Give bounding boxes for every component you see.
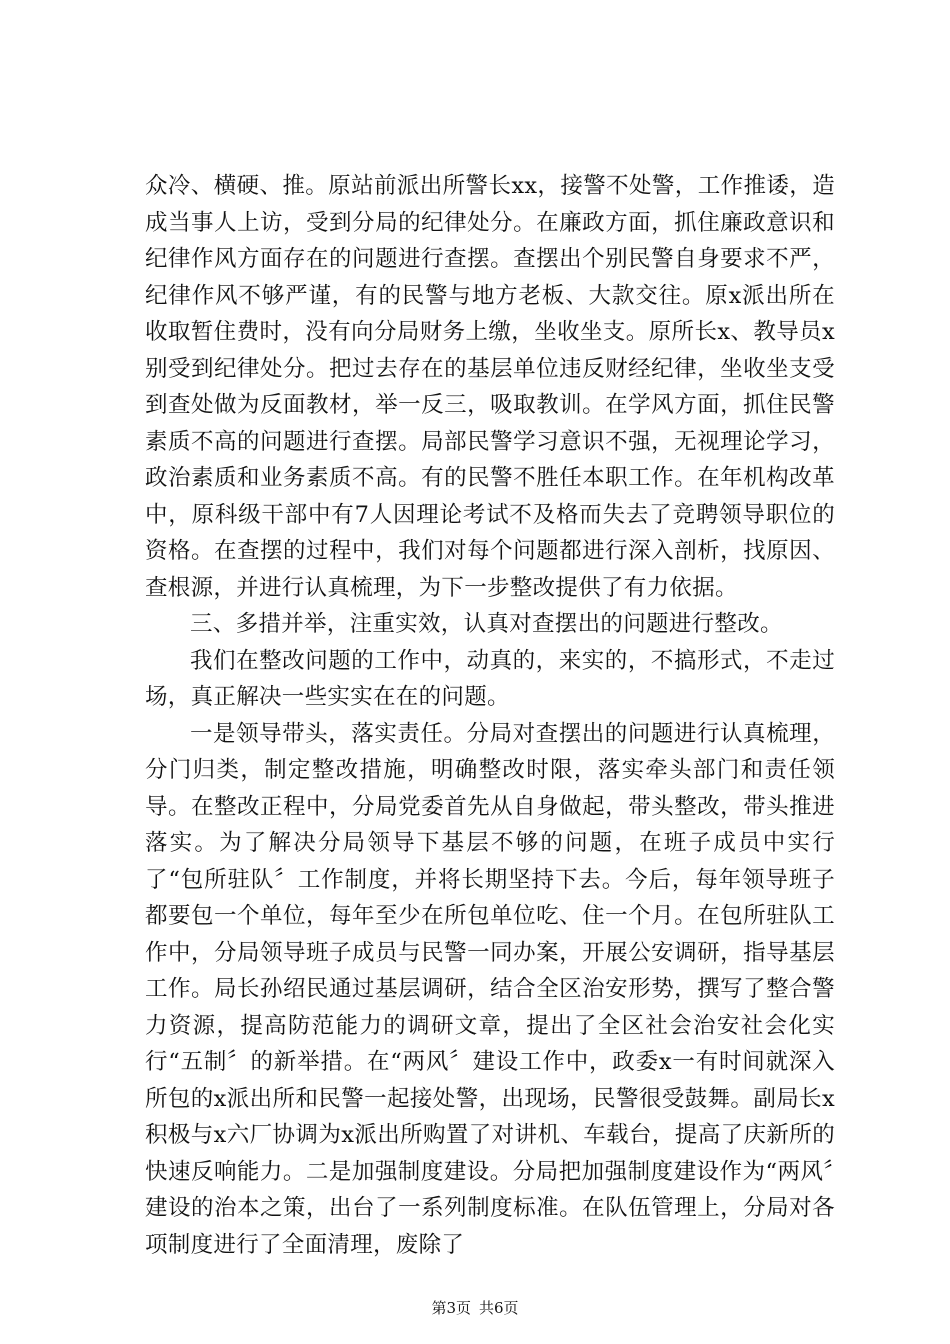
paragraph: 我们在整改问题的工作中，动真的，来实的，不搞形式，不走过场，真正解决一些实实在在的问题。 <box>145 647 835 710</box>
page-total: 共6页 <box>479 1299 519 1317</box>
paragraph-continued: 众冷、横硬、推。原站前派出所警长xx，接警不处警，工作推诿，造成当事人上访，受到分局的纪律处分。在廉政方面，抓住廉政意识和纪律作风方面存在的问题进行查摆。查摆出个别民警自身要求不严，纪律作风不够严谨，有的民警与地方老板、大款交往。原x派出所在收取暂住费时，没有向分局财务上缴，坐收坐支。原所长x、教导员x别受到纪律处分。把过去存在的基层单位违反财经纪律，坐收坐支受到查处做为反面教材，举一反三，吸取教训。在学风方面，抓住民警素质不高的问题进行查摆。局部民警学习意识不强，无视理论学习，政治素质和业务素质不高。有的民警不胜任本职工作。在年机构改革中，原科级干部中有7人因理论考试不及格而失去了竞聘领导职位的资格。在查摆的过程中，我们对每个问题都进行深入剖析，找原因、查根源，并进行认真梳理，为下一步整改提供了有力依据。 <box>145 173 835 601</box>
paragraph: 一是领导带头，落实责任。分局对查摆出的问题进行认真梳理，分门归类，制定整改措施，明确整改时限，落实牵头部门和责任领导。在整改正程中，分局党委首先从自身做起，带头整改，带头推进落实。为了解决分局领导下基层不够的问题，在班子成员中实行了“包所驻队〞工作制度，并将长期坚持下去。今后，每年领导班子都要包一个单位，每年至少在所包单位吃、住一个月。在包所驻队工作中，分局领导班子成员与民警一同办案，开展公安调研，指导基层工作。局长孙绍民通过基层调研，结合全区治安形势，撰写了整合警力资源，提高防范能力的调研文章，提出了全区社会治安社会化实行“五制〞的新举措。在“两风〞建设工作中，政委x一有时间就深入所包的x派出所和民警一起接处警，出现场，民警很受鼓舞。副局长x积极与x六厂协调为x派出所购置了对讲机、车载台，提高了庆新所的快速反响能力。二是加强制度建设。分局把加强制度建设作为“两风〞建设的治本之策，出台了一系列制度标准。在队伍管理上，分局对各项制度进行了全面清理，废除了 <box>145 720 835 1258</box>
page-number: 第3页 <box>431 1299 471 1317</box>
document-body <box>145 168 835 1263</box>
section-heading: 三、多措并举，注重实效，认真对查摆出的问题进行整改。 <box>190 611 783 637</box>
page-footer <box>0 1298 950 1318</box>
